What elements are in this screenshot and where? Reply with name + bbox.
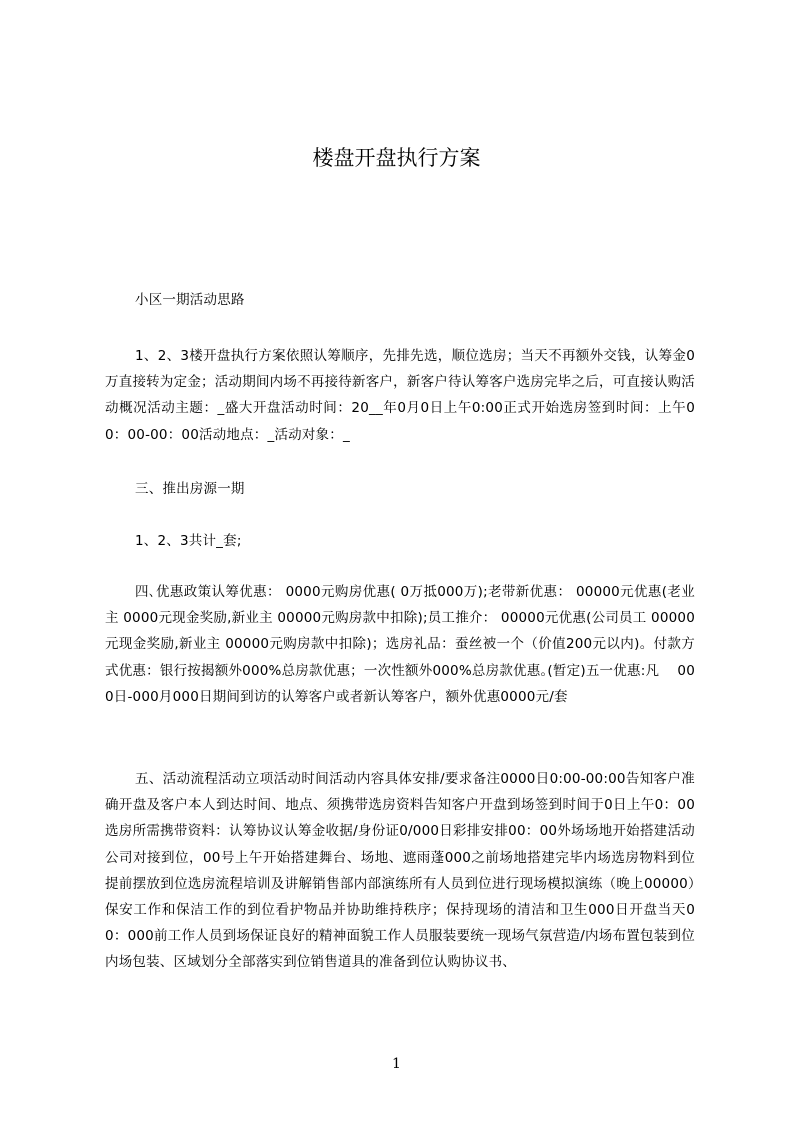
document-title: 楼盘开盘执行方案 — [312, 146, 481, 170]
page-number: 1 — [392, 1056, 401, 1072]
paragraph-activity-overview: 1、2、3楼开盘执行方案依照认筹顺序，先排先选，顺位选房；当天不再额外交钱，认筹金0万直接转为定金；活动期间内场不再接待新客户，新客户待认筹客户选房完毕之后，可直接认购活动概况活动主题：_盛大开盘活动时间：20__年0月0日上午0:00正式开始选房签到时间：上午00：00-00：00活动地点：_活动对象：_ — [105, 348, 695, 443]
paragraph-discount-policy: 四､优惠政策认筹优惠： 0000元购房优惠( 0万抵000万);老带新优惠： 00000元优惠(老业主 0000元现金奖励,新业主 00000元购房款中扣除);员工推介： 00000元优惠(公司员工 00000元现金奖励,新业主 00000元购房款中扣除)；选房礼品：蚕丝被一个（价值200元以内)。付款方式优惠：银行按揭额外000%总房款优惠；一次性额外000%总房款优惠｡(暂定)五一优惠:凡 000日-000月000日期间到访的认筹客户或者新认筹客户，额外优惠0000元/套 — [105, 584, 695, 705]
paragraph-listing-count: 1、2、3共计_套; — [135, 533, 242, 549]
paragraph-phase-one-plan: 小区一期活动思路 — [135, 292, 245, 308]
paragraph-activity-process: 五、活动流程活动立项活动时间活动内容具体安排/要求备注0000日0:00-00:00告知客户准确开盘及客户本人到达时间、地点、须携带选房资料告知客户开盘到场签到时间于0日上午0：00选房所需携带资料：认筹协议认筹金收据/身份证0/000日彩排安排00：00外场场地开始搭建活动公司对接到位，00号上午开始搭建舞台、场地、遮雨蓬000之前场地搭建完毕内场选房物料到位提前摆放到位选房流程培训及讲解销售部内部演练所有人员到位进行现场模拟演练（晚上00000）保安工作和保洁工作的到位看护物品并协助维持秩序；保持现场的清洁和卫生000日开盘当天00：000前工作人员到场保证良好的精神面貌工作人员服装要统一现场气氛营造/内场布置包装到位内场包装、区域划分全部落实到位销售道具的准备到位认购协议书、 — [105, 771, 695, 971]
paragraph-listing-heading: 三、推出房源一期 — [135, 481, 245, 497]
